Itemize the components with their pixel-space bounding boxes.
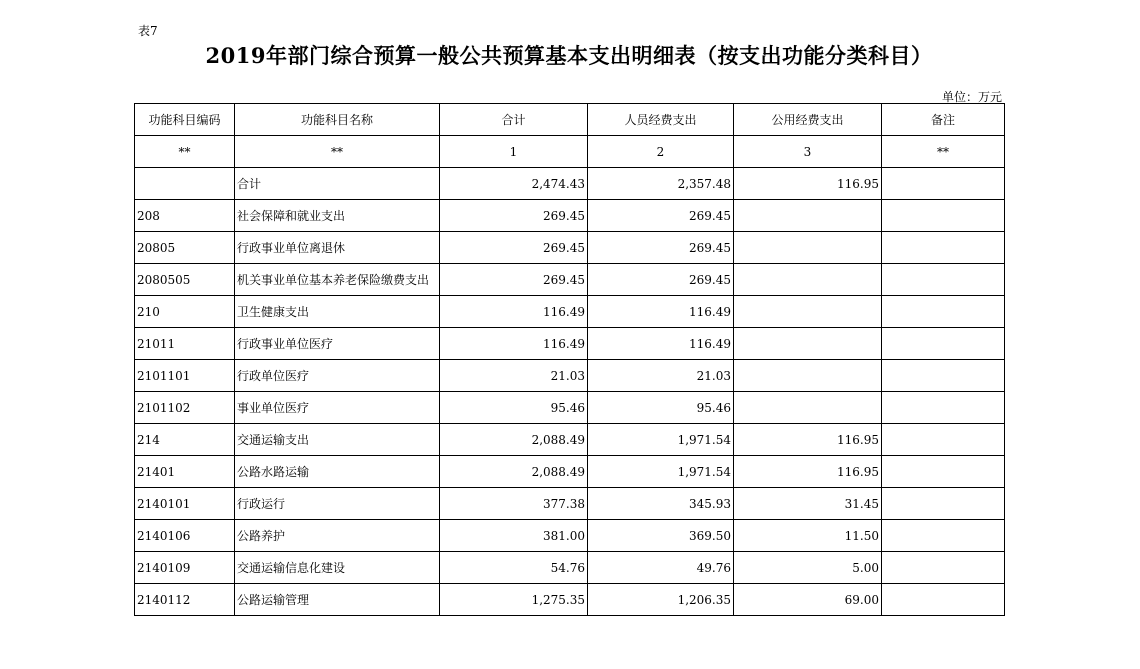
cell-total: 2,088.49 <box>440 424 588 456</box>
cell-public <box>734 328 882 360</box>
cell-note <box>882 520 1005 552</box>
table-row <box>135 584 1005 616</box>
cell-total: 269.45 <box>440 200 588 232</box>
cell-name: 交通运输信息化建设 <box>235 552 440 584</box>
cell-note <box>882 232 1005 264</box>
cell-code: 2140106 <box>135 520 235 552</box>
cell-public <box>734 296 882 328</box>
cell-public: 5.00 <box>734 552 882 584</box>
cell-public: 116.95 <box>734 424 882 456</box>
cell-public <box>734 392 882 424</box>
cell-total: 377.38 <box>440 488 588 520</box>
cell-public: 116.95 <box>734 168 882 200</box>
cell-total: 116.49 <box>440 328 588 360</box>
table-row <box>135 392 1005 424</box>
cell-name: 公路水路运输 <box>235 456 440 488</box>
cell-note <box>882 456 1005 488</box>
cell-personnel: 116.49 <box>588 328 734 360</box>
cell-personnel: 95.46 <box>588 392 734 424</box>
cell-name: 行政事业单位医疗 <box>235 328 440 360</box>
table-row <box>135 488 1005 520</box>
table-row <box>135 296 1005 328</box>
cell-name: 公路运输管理 <box>235 584 440 616</box>
header-cell-name: 功能科目名称 <box>235 104 440 136</box>
cell-code: 21011 <box>135 328 235 360</box>
table-row <box>135 456 1005 488</box>
subheader-cell-note: ** <box>882 136 1005 168</box>
cell-total: 54.76 <box>440 552 588 584</box>
cell-personnel: 2,357.48 <box>588 168 734 200</box>
cell-name: 社会保障和就业支出 <box>235 200 440 232</box>
cell-code: 2140101 <box>135 488 235 520</box>
subheader-row <box>135 136 1005 168</box>
cell-code: 21401 <box>135 456 235 488</box>
cell-code: 210 <box>135 296 235 328</box>
cell-code: 2101102 <box>135 392 235 424</box>
table-row <box>135 520 1005 552</box>
table-number: 表7 <box>138 24 158 38</box>
cell-public <box>734 232 882 264</box>
cell-total: 1,275.35 <box>440 584 588 616</box>
cell-public: 116.95 <box>734 456 882 488</box>
cell-note <box>882 168 1005 200</box>
cell-code: 2140109 <box>135 552 235 584</box>
cell-code: 208 <box>135 200 235 232</box>
cell-total: 95.46 <box>440 392 588 424</box>
cell-public: 69.00 <box>734 584 882 616</box>
table-row <box>135 328 1005 360</box>
cell-name: 事业单位医疗 <box>235 392 440 424</box>
cell-personnel: 369.50 <box>588 520 734 552</box>
cell-name: 机关事业单位基本养老保险缴费支出 <box>235 264 440 296</box>
table-row <box>135 168 1005 200</box>
cell-note <box>882 264 1005 296</box>
table-row <box>135 264 1005 296</box>
unit-label: 单位：万元 <box>941 90 1002 104</box>
cell-personnel: 49.76 <box>588 552 734 584</box>
header-cell-public: 公用经费支出 <box>734 104 882 136</box>
cell-personnel: 1,971.54 <box>588 424 734 456</box>
table-row <box>135 424 1005 456</box>
table-row <box>135 232 1005 264</box>
cell-code: 20805 <box>135 232 235 264</box>
cell-total: 2,474.43 <box>440 168 588 200</box>
cell-public <box>734 264 882 296</box>
cell-note <box>882 328 1005 360</box>
cell-public: 11.50 <box>734 520 882 552</box>
subheader-cell-code: ** <box>135 136 235 168</box>
cell-public: 31.45 <box>734 488 882 520</box>
cell-total: 269.45 <box>440 232 588 264</box>
subheader-cell-personnel: 2 <box>588 136 734 168</box>
table-row <box>135 200 1005 232</box>
cell-code: 2140112 <box>135 584 235 616</box>
cell-note <box>882 360 1005 392</box>
subheader-cell-name: ** <box>235 136 440 168</box>
cell-name: 行政事业单位离退休 <box>235 232 440 264</box>
cell-total: 116.49 <box>440 296 588 328</box>
cell-personnel: 269.45 <box>588 200 734 232</box>
cell-note <box>882 296 1005 328</box>
header-row <box>135 104 1005 136</box>
cell-total: 381.00 <box>440 520 588 552</box>
cell-personnel: 116.49 <box>588 296 734 328</box>
budget-table <box>134 103 1005 616</box>
cell-total: 269.45 <box>440 264 588 296</box>
header-cell-note: 备注 <box>882 104 1005 136</box>
cell-note <box>882 424 1005 456</box>
cell-name: 公路养护 <box>235 520 440 552</box>
cell-code: 2101101 <box>135 360 235 392</box>
cell-public <box>734 200 882 232</box>
cell-note <box>882 584 1005 616</box>
cell-code: 214 <box>135 424 235 456</box>
subheader-cell-public: 3 <box>734 136 882 168</box>
cell-total: 21.03 <box>440 360 588 392</box>
cell-personnel: 1,206.35 <box>588 584 734 616</box>
cell-code: 2080505 <box>135 264 235 296</box>
cell-note <box>882 392 1005 424</box>
cell-total: 2,088.49 <box>440 456 588 488</box>
cell-name: 合计 <box>235 168 440 200</box>
header-cell-personnel: 人员经费支出 <box>588 104 734 136</box>
cell-name: 卫生健康支出 <box>235 296 440 328</box>
subheader-cell-total: 1 <box>440 136 588 168</box>
cell-personnel: 21.03 <box>588 360 734 392</box>
cell-name: 行政单位医疗 <box>235 360 440 392</box>
cell-personnel: 269.45 <box>588 232 734 264</box>
cell-code <box>135 168 235 200</box>
cell-personnel: 1,971.54 <box>588 456 734 488</box>
table-row <box>135 360 1005 392</box>
header-cell-code: 功能科目编码 <box>135 104 235 136</box>
cell-note <box>882 552 1005 584</box>
cell-personnel: 345.93 <box>588 488 734 520</box>
cell-note <box>882 488 1005 520</box>
table-row <box>135 552 1005 584</box>
cell-name: 行政运行 <box>235 488 440 520</box>
cell-personnel: 269.45 <box>588 264 734 296</box>
cell-note <box>882 200 1005 232</box>
cell-public <box>734 360 882 392</box>
cell-name: 交通运输支出 <box>235 424 440 456</box>
header-cell-total: 合计 <box>440 104 588 136</box>
document-title: 2019年部门综合预算一般公共预算基本支出明细表（按支出功能分类科目） <box>205 43 933 68</box>
